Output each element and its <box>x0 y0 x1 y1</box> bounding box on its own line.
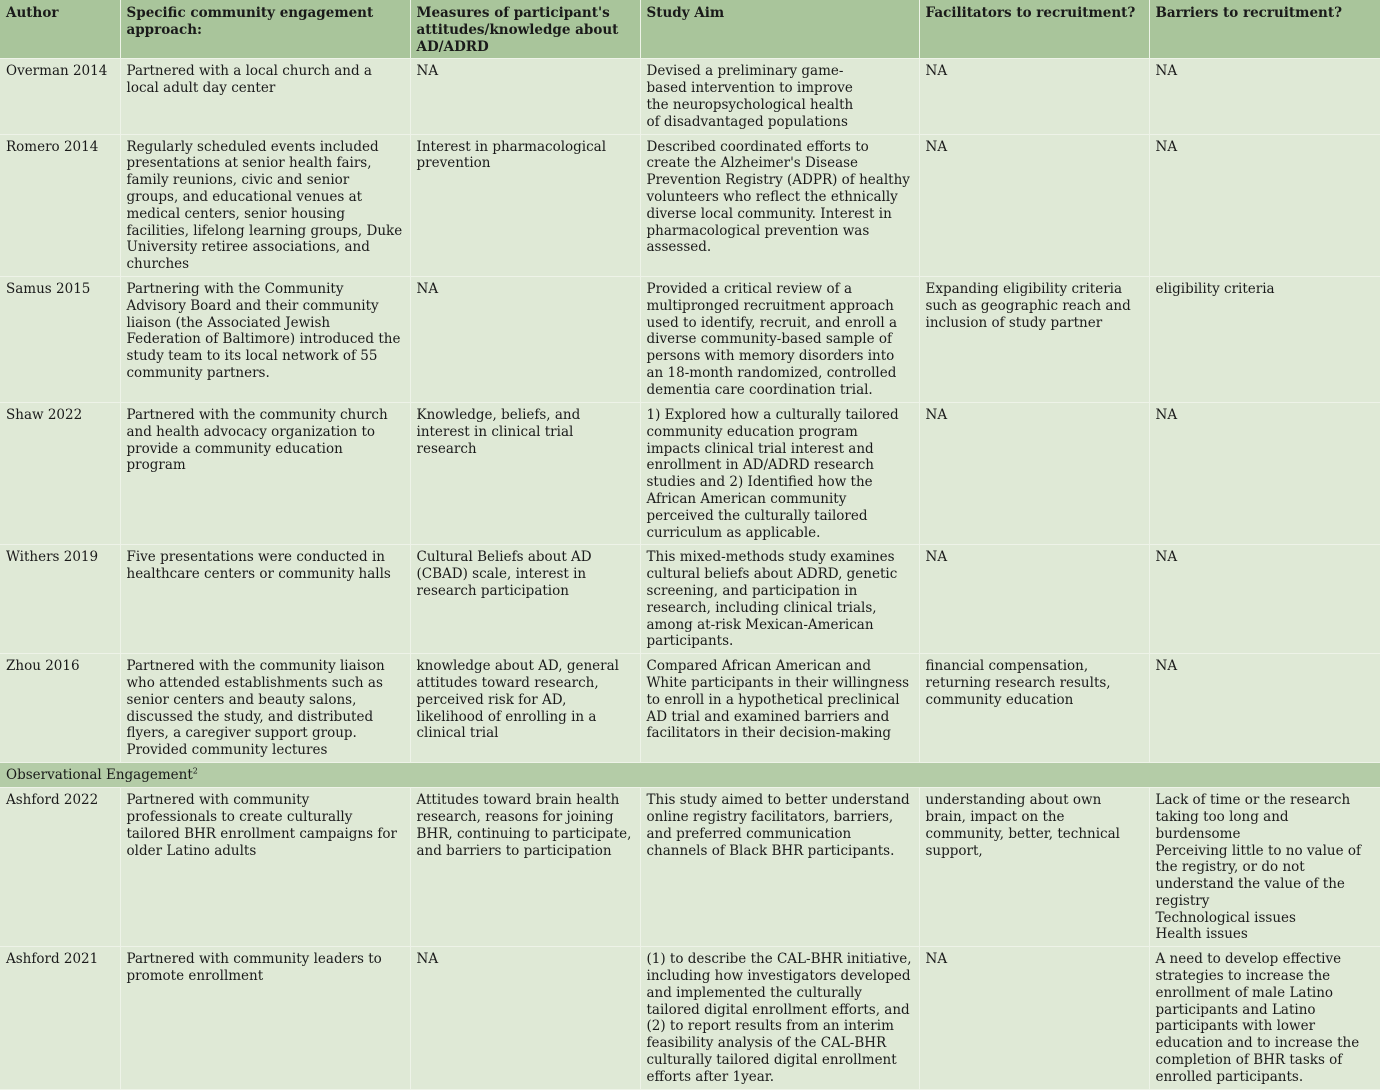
table-row <box>0 134 1380 276</box>
cell-measures: NA <box>410 947 640 1089</box>
cell-approach: Partnered with community professionals to create culturally tailored BHR enrollment campaigns for older Latino adults <box>120 788 410 947</box>
cell-facilitators: NA <box>919 134 1149 276</box>
cell-author: Overman 2014 <box>0 59 120 134</box>
barrier-item: Health issues <box>1155 926 1248 943</box>
cell-measures: Interest in pharmacological prevention <box>410 134 640 276</box>
barrier-item: Perceiving little to no value of the registry, or do not understand the value of the registry <box>1155 842 1361 909</box>
cell-aim: Described coordinated efforts to create the Alzheimer's Disease Prevention Registry (ADPR) of healthy volunteers who reflect the ethnically diverse local community. Interest in pharmacological prevention was assessed. <box>640 134 919 276</box>
cell-barriers: NA <box>1149 654 1380 763</box>
cell-approach-extra: Provided community lectures <box>126 742 328 759</box>
cell-barriers <box>1149 788 1380 947</box>
table-row <box>0 788 1380 947</box>
cell-author: Romero 2014 <box>0 134 120 276</box>
barrier-item: Technological issues <box>1155 909 1296 926</box>
cell-facilitators: financial compensation, returning research results, community education <box>919 654 1149 763</box>
cell-measures: Cultural Beliefs about AD (CBAD) scale, interest in research participation <box>410 545 640 654</box>
cell-author: Withers 2019 <box>0 545 120 654</box>
table-row <box>0 545 1380 654</box>
header-author: Author <box>0 0 120 59</box>
cell-facilitators: Expanding eligibility criteria such as geographic reach and inclusion of study partner <box>919 276 1149 402</box>
cell-approach: Five presentations were conducted in healthcare centers or community halls <box>120 545 410 654</box>
cell-barriers: NA <box>1149 545 1380 654</box>
cell-approach: Regularly scheduled events included presentations at senior health fairs, family reunions, civic and senior groups, and educational venues at medical centers, senior housing facilities, lifelong learning groups, Duke University retiree associations, and churches <box>120 134 410 276</box>
cell-approach: Partnered with community leaders to promote enrollment <box>120 947 410 1089</box>
cell-facilitators: NA <box>919 402 1149 544</box>
header-approach: Specific community engagement approach: <box>120 0 410 59</box>
cell-approach: Partnered with the community church and health advocacy organization to provide a community education program <box>120 402 410 544</box>
cell-barriers: NA <box>1149 59 1380 134</box>
cell-measures: NA <box>410 276 640 402</box>
table-header <box>0 0 1380 59</box>
cell-aim: Provided a critical review of a multipronged recruitment approach used to identify, recruit, and enroll a diverse community-based sample of persons with memory disorders into an 18-month randomized, controlled dementia care coordination trial. <box>640 276 919 402</box>
header-row <box>0 0 1380 59</box>
cell-approach-text: Partnered with the community liaison who attended establishments such as senior centers and beauty salons, discussed the study, and distributed flyers, a caregiver support group. <box>126 658 385 742</box>
table-row <box>0 276 1380 402</box>
table-row <box>0 947 1380 1089</box>
barrier-item: Lack of time or the research taking too long and burdensome <box>1155 792 1351 842</box>
header-measures: Measures of participant's attitudes/knowledge about AD/ADRD <box>410 0 640 59</box>
cell-aim: This mixed-methods study examines cultural beliefs about ADRD, genetic screening, and participation in research, including clinical trials, among at-risk Mexican-American participants. <box>640 545 919 654</box>
cell-approach: Partnered with a local church and a local adult day center <box>120 59 410 134</box>
cell-author: Shaw 2022 <box>0 402 120 544</box>
cell-author: Zhou 2016 <box>0 654 120 763</box>
table-body <box>0 59 1380 1089</box>
cell-author: Ashford 2022 <box>0 788 120 947</box>
cell-approach <box>120 654 410 763</box>
table-row <box>0 654 1380 763</box>
section-label-cell <box>0 763 1380 788</box>
cell-author: Ashford 2021 <box>0 947 120 1089</box>
cell-barriers: eligibility criteria <box>1149 276 1380 402</box>
cell-facilitators: NA <box>919 545 1149 654</box>
cell-aim: Devised a preliminary game-based intervention to improve the neuropsychological health of disadvantaged populations <box>640 59 919 134</box>
header-study-aim: Study Aim <box>640 0 919 59</box>
cell-aim: This study aimed to better understand online registry facilitators, barriers, and preferred communication channels of Black BHR participants. <box>640 788 919 947</box>
cell-barriers: NA <box>1149 134 1380 276</box>
section-footnote-mark: 2 <box>192 766 198 776</box>
cell-aim: Compared African American and White participants in their willingness to enroll in a hypothetical preclinical AD trial and examined barriers and facilitators in their decision-making <box>640 654 919 763</box>
header-facilitators: Facilitators to recruitment? <box>919 0 1149 59</box>
cell-measures: Knowledge, beliefs, and interest in clinical trial research <box>410 402 640 544</box>
cell-barriers: A need to develop effective strategies to increase the enrollment of male Latino participants and Latino participants with lower education and to increase the completion of BHR tasks of enrolled participants. <box>1149 947 1380 1089</box>
section-row-observational <box>0 763 1380 788</box>
table-row <box>0 402 1380 544</box>
cell-aim: (1) to describe the CAL-BHR initiative, including how investigators developed and implemented the culturally tailored digital enrollment efforts, and (2) to report results from an interim feasibility analysis of the CAL-BHR culturally tailored digital enrollment efforts after 1year. <box>640 947 919 1089</box>
cell-facilitators: understanding about own brain, impact on the community, better, technical support, <box>919 788 1149 947</box>
cell-barriers: NA <box>1149 402 1380 544</box>
cell-aim: 1) Explored how a culturally tailored community education program impacts clinical trial interest and enrollment in AD/ADRD research studies and 2) Identified how the African American community perceived the culturally tailored curriculum as applicable. <box>640 402 919 544</box>
header-barriers: Barriers to recruitment? <box>1149 0 1380 59</box>
cell-author: Samus 2015 <box>0 276 120 402</box>
cell-facilitators: NA <box>919 947 1149 1089</box>
cell-measures: Attitudes toward brain health research, reasons for joining BHR, continuing to participate, and barriers to participation <box>410 788 640 947</box>
cell-approach: Partnering with the Community Advisory Board and their community liaison (the Associated Jewish Federation of Baltimore) introduced the study team to its local network of 55 community partners. <box>120 276 410 402</box>
section-label: Observational Engagement <box>6 767 193 784</box>
cell-measures: knowledge about AD, general attitudes toward research, perceived risk for AD, likelihood of enrolling in a clinical trial <box>410 654 640 763</box>
table-row <box>0 59 1380 134</box>
cell-facilitators: NA <box>919 59 1149 134</box>
cell-measures: NA <box>410 59 640 134</box>
